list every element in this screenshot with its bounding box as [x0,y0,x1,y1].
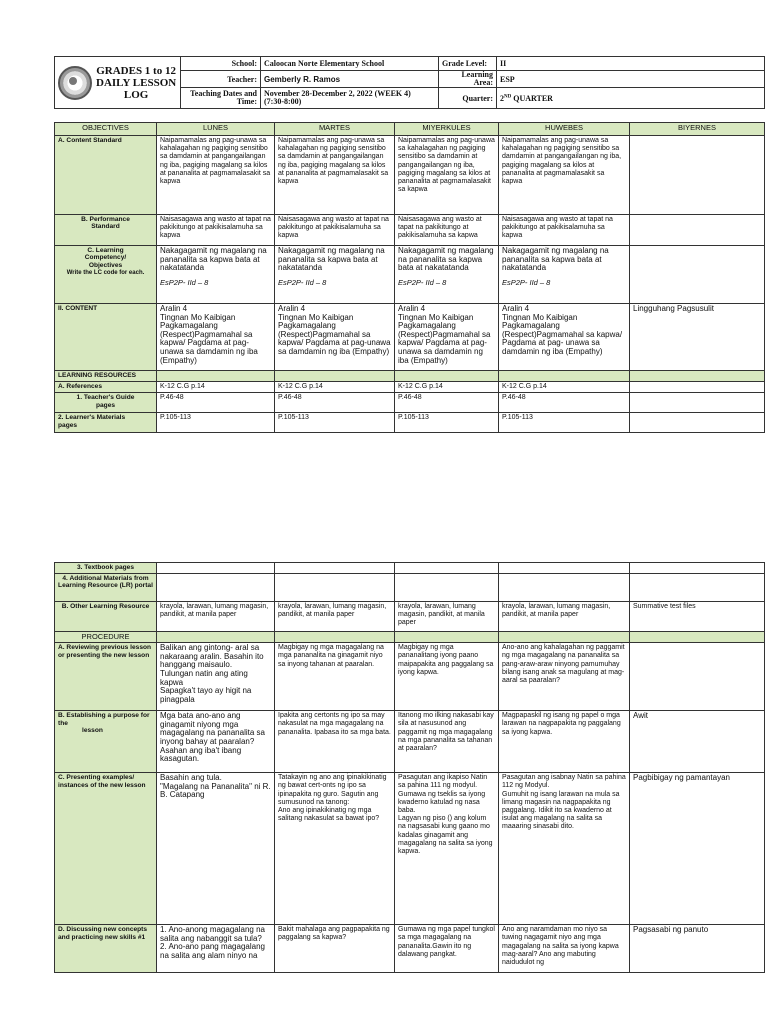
row-label-content: II. CONTENT [55,304,157,371]
row-label-discussing: D. Discussing new concepts and practicing new skills #1 [55,925,157,973]
row-label-learners-materials: 2. Learner's Materials pages [55,413,157,433]
lm-lunes: P.105-113 [157,413,275,433]
purpose-martes: Ipakita ang certonts ng ipo sa may nakasulat na mga magagalang na pananalita. Ipabasa ito sa mga bata. [275,711,395,773]
presenting-lunes: Basahin ang tula. "Magalang na Pananalita" ni R. B. Catapang [157,773,275,925]
row-label-purpose: B. Establishing a purpose for the lesson [55,711,157,773]
review-miyerkules: Magbigay ng mga pananalitang iyong paano maipapakita ang paggalang sa iyong kapwa. [395,643,499,711]
other-huwebes: krayola, larawan, lumang magasin, pandikit, at manila paper [499,602,630,632]
discussing-huwebes: Ano ang naramdaman mo niyo sa tuwing nagagamit niyo ang mga magagalang na salita sa iyong kapwa mag-aaral? Ano ang mabuting naidudulot ng [499,925,630,973]
content-martes: Aralin 4 Tingnan Mo Kaibigan Pagkamagalang (Respect)Pagmamahal sa kapwa/ Pagdama at pag-unawa sa damdamin ng iba (Empathy) [275,304,395,371]
textbook-martes [275,563,395,574]
procedure-spacer-1 [157,632,275,643]
presenting-martes: Tatakayin ng ano ang ipinakikinatig ng bawat cert-onts ng ipo sa ipinapakita ng guro. Sagutin ang sumusunod na tanong: Ano ang ipinakikinatig ng mga salitang nakasulat sa bawat ipo? [275,773,395,925]
dates-label: Teaching Dates and Time: [181,88,261,109]
content-lunes: Aralin 4 Tingnan Mo Kaibigan Pagkamagalang (Respect)Pagmamahal sa kapwa/ Pagdama at pag-unawa sa damdamin ng iba (Empathy) [157,304,275,371]
logo-line-3: LOG [123,88,149,101]
content-standard-martes: Naipamamalas ang pag-unawa sa kahalagahan ng pagiging sensitibo sa damdamin at pangangailangan ng iba, pagiging magalang sa kilos at pananalita at pagmamalasakit sa kapwa [275,136,395,215]
resources-spacer-1 [157,371,275,382]
purpose-miyerkules: Itanong mo ilking nakasabi kay sila at nasusunod ang paggamit ng mga magagalang na mga pananalita sa tahanan at paaralan? [395,711,499,773]
competency-miyerkules: Nakagagamit ng magalang na pananalita sa kapwa bata at nakatatanda EsP2P- IId – 8 [395,246,499,304]
content-huwebes: Aralin 4 Tingnan Mo Kaibigan Pagkamagalang (Respect)Pagmamahal sa kapwa/ Pagdama at pag- unawa sa damdamin ng iba (Empathy) [499,304,630,371]
other-lunes: krayola, larawan, lumang magasin, pandikit, at manila paper [157,602,275,632]
row-label-resources: LEARNING RESOURCES [55,371,157,382]
logo-line-2: DAILY LESSON [96,76,177,89]
teacher-label: Teacher: [181,71,261,88]
lm-biyernes [630,413,765,433]
other-miyerkules: krayola, larawan, lumang magasin, pandikit, at manila paper [395,602,499,632]
procedure-spacer-4 [499,632,630,643]
row-label-additional-materials: 4. Additional Materials from Learning Resource (LR) portal [55,574,157,602]
references-huwebes: K-12 C.G p.14 [499,382,630,393]
other-biyernes: Summative test files [630,602,765,632]
references-miyerkules: K-12 C.G p.14 [395,382,499,393]
row-label-textbook: 3. Textbook pages [55,563,157,574]
review-biyernes [630,643,765,711]
procedure-spacer-2 [275,632,395,643]
teacher-value: Gemberly R. Ramos [261,71,439,88]
header-martes: MARTES [275,123,395,136]
row-label-content-standard: A. Content Standard [55,136,157,215]
content-miyerkules: Aralin 4 Tingnan Mo Kaibigan Pagkamagalang (Respect)Pagmamahal sa kapwa/ Pagdama at pag-unawa sa damdamin ng iba (Empathy) [395,304,499,371]
tg-martes: P.46-48 [275,393,395,413]
review-martes: Magbigay ng mga magagalang na mga pananalita na ginagamit niyo sa inyong tahanan at paaralan. [275,643,395,711]
tg-huwebes: P.46-48 [499,393,630,413]
procedure-spacer-5 [630,632,765,643]
competency-biyernes [630,246,765,304]
row-label-review: A. Reviewing previous lesson or presenting the new lesson [55,643,157,711]
content-standard-biyernes [630,136,765,215]
presenting-miyerkules: Pasagutan ang ikapiso Natin sa pahina 111 ng modyul. Gumawa ng tseklis sa iyong kwaderno katulad ng nasa baba. Lagyan ng piso () ang kolum na nagsasabi kung gaano mo kadalas ginagamit ang magagalang na salita sa iyong kapwa. [395,773,499,925]
area-label: Learning Area: [439,71,497,88]
performance-biyernes [630,215,765,246]
resources-spacer-4 [499,371,630,382]
other-martes: krayola, larawan, lumang magasin, pandikit, at manila paper [275,602,395,632]
textbook-biyernes [630,563,765,574]
additional-biyernes [630,574,765,602]
performance-lunes: Naisasagawa ang wasto at tapat na pakikitungo at pakikisalamuha sa kapwa [157,215,275,246]
lm-miyerkules: P.105-113 [395,413,499,433]
header-huwebes: HUWEBES [499,123,630,136]
tg-lunes: P.46-48 [157,393,275,413]
competency-lunes: Nakagagamit ng magalang na pananalita sa kapwa bata at nakatatanda EsP2P- IId – 8 [157,246,275,304]
row-label-competency: C. Learning Competency/ Objectives Write the LC code for each. [55,246,157,304]
purpose-lunes: Mga bata ano-ano ang ginagamit niyong mga magagalang na pananalita sa inyong bahay at paaralan? Asahan ang iba't ibang kasagutan. [157,711,275,773]
review-huwebes: Ano-ano ang kahalagahan ng paggamit ng mga magagalang na pananalita sa pang-araw-araw ninyong pamumuhay bilang isang anak sa magulang at mag-aaral sa paaralan? [499,643,630,711]
textbook-miyerkules [395,563,499,574]
objectives-table [54,122,765,433]
header-table [54,56,765,109]
row-label-performance: B. Performance Standard [55,215,157,246]
purpose-biyernes: Awit [630,711,765,773]
header-miyerkules: MIYERKULES [395,123,499,136]
logo-cell [55,57,181,109]
tg-miyerkules: P.46-48 [395,393,499,413]
header-lunes: LUNES [157,123,275,136]
logo-text [96,65,176,101]
quarter-value: 2ND QUARTER [497,88,765,109]
references-lunes: K-12 C.G p.14 [157,382,275,393]
area-value: ESP [497,71,765,88]
review-lunes: Balikan ang gintong- aral sa nakaraang aralin. Basahin ito hanggang maisaulo. Tulungan natin ang ating kapwa Sapagka't tayo ay higit na pinagpala [157,643,275,711]
references-martes: K-12 C.G p.14 [275,382,395,393]
competency-huwebes: Nakagagamit ng magalang na pananalita sa kapwa bata at nakatatanda EsP2P- IId – 8 [499,246,630,304]
content-standard-miyerkules: Naipamamalas ang pag-unawa sa kahalagahan ng pagiging sensitibo sa damdamin at pangangailangan ng iba, pagiging magalang sa kilos at pananalita at pagmamalasakit sa kapwa [395,136,499,215]
deped-seal-icon [58,66,92,100]
procedure-table [54,562,765,973]
resources-spacer-2 [275,371,395,382]
header-biyernes: BIYERNES [630,123,765,136]
performance-martes: Naisasagawa ang wasto at tapat na pakikitungo at pakikisalamuha sa kapwa [275,215,395,246]
resources-spacer-5 [630,371,765,382]
additional-miyerkules [395,574,499,602]
row-label-procedure: PROCEDURE [55,632,157,643]
resources-spacer-3 [395,371,499,382]
presenting-biyernes: Pagbibigay ng pamantayan [630,773,765,925]
quarter-label: Quarter: [439,88,497,109]
content-standard-huwebes: Naipamamalas ang pag-unawa sa kahalagahan ng pagiging sensitibo sa damdamin at pangangailangan ng iba, pagiging magalang sa kilos at pananalita at pagmamalasakit sa kapwa [499,136,630,215]
row-label-other-resource: B. Other Learning Resource [55,602,157,632]
procedure-spacer-3 [395,632,499,643]
grade-label: Grade Level: [439,57,497,71]
dates-value: November 28-December 2, 2022 (WEEK 4) (7:30-8:00) [261,88,439,109]
content-biyernes: Lingguhang Pagsusulit [630,304,765,371]
performance-huwebes: Naisasagawa ang wasto at tapat na pakikitungo at pakikisalamuha sa kapwa [499,215,630,246]
discussing-martes: Bakit mahalaga ang pagpapakita ng paggalang sa kapwa? [275,925,395,973]
performance-miyerkules: Naisasagawa ang wasto at tapat na pakikitungo at pakikisalamuha sa kapwa [395,215,499,246]
row-label-references: A. References [55,382,157,393]
grade-value: II [497,57,765,71]
additional-huwebes [499,574,630,602]
additional-lunes [157,574,275,602]
competency-martes: Nakagagamit ng magalang na pananalita sa kapwa bata at nakatatanda EsP2P- IId – 8 [275,246,395,304]
discussing-miyerkules: Gumawa ng mga papel tungkol sa mga magagalang na pananalita.Gawin ito ng dalawang pangkat. [395,925,499,973]
lm-huwebes: P.105-113 [499,413,630,433]
tg-biyernes [630,393,765,413]
school-label: School: [181,57,261,71]
additional-martes [275,574,395,602]
row-label-presenting: C. Presenting examples/ instances of the new lesson [55,773,157,925]
discussing-lunes: 1. Ano-anong magagalang na salita ang nabanggit sa tula? 2. Ano-ano pang magagalang na salita ang alam ninyo na [157,925,275,973]
references-biyernes [630,382,765,393]
logo-line-1: GRADES 1 to 12 [96,64,176,77]
textbook-lunes [157,563,275,574]
lm-martes: P.105-113 [275,413,395,433]
header-objectives: OBJECTIVES [55,123,157,136]
school-value: Caloocan Norte Elementary School [261,57,439,71]
textbook-huwebes [499,563,630,574]
content-standard-lunes: Naipamamalas ang pag-unawa sa kahalagahan ng pagiging sensitibo sa damdamin at pangangailangan ng iba, pagiging magalang sa kilos at pananalita at pagmamalasakit sa kapwa [157,136,275,215]
row-label-teachers-guide: 1. Teacher's Guide pages [55,393,157,413]
purpose-huwebes: Magpapaskil ng isang ng papel o mga larawan na nagpapakita ng paggalang sa iyong kapwa. [499,711,630,773]
discussing-biyernes: Pagsasabi ng panuto [630,925,765,973]
presenting-huwebes: Pasagutan ang isabnay Natin sa pahina 112 ng Modyul. Gumuhit ng isang larawan na mula sa limang magasin na nagpapakita ng paggalang. Idikit ito sa kwaderno at isulat ang magalang na salita sa maaaring sinasabi dito. [499,773,630,925]
